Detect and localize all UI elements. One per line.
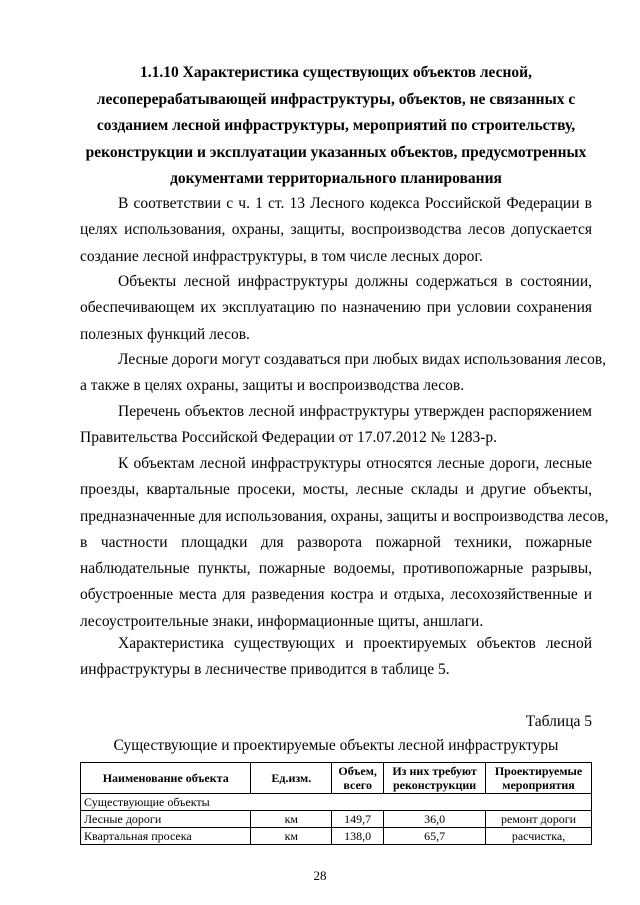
header-name: Наименование объекта xyxy=(81,763,251,794)
section-label: Существующие объекты xyxy=(81,794,592,811)
cell-name: Лесные дороги xyxy=(81,811,251,828)
paragraph-line: а также в целях охраны, защиты и воспроизводства лесов. xyxy=(80,377,465,395)
paragraph-6 xyxy=(80,631,592,684)
table-row xyxy=(81,811,592,828)
paragraph-3 xyxy=(80,347,607,400)
heading-line: реконструкции и эксплуатации указанных объектов, предусмотренных xyxy=(85,143,587,161)
paragraph-line: Объекты лесной инфраструктуры должны содержаться в состоянии, xyxy=(118,273,592,290)
page-number: 28 xyxy=(313,868,327,883)
cell-reconstruction: 36,0 xyxy=(384,811,486,828)
table-number: Таблица 5 xyxy=(525,713,592,730)
heading-line: лесоперерабатывающей инфраструктуры, объектов, не связанных с xyxy=(96,90,576,108)
paragraph-line: Лесные дороги могут создаваться при любых видах использования лесов, xyxy=(118,351,607,368)
cell-planned: расчистка, xyxy=(486,828,592,845)
cell-total: 138,0 xyxy=(332,828,384,845)
table-title: Существующие и проектируемые объекты лесной инфраструктуры xyxy=(113,737,559,754)
cell-planned: ремонт дороги xyxy=(486,811,592,828)
paragraph-line: инфраструктуры в лесничестве приводится в таблице 5. xyxy=(80,661,450,679)
cell-unit: км xyxy=(251,828,332,845)
cell-reconstruction: 65,7 xyxy=(384,828,486,845)
paragraph-line: Правительства Российской Федерации от 17.07.2012 № 1283-р. xyxy=(80,429,498,447)
paragraph-line: предназначенные для использования, охраны, защиты и воспроизводства лесов, xyxy=(80,507,609,525)
header-reconstruction: Из них требуют реконструкции xyxy=(384,763,486,794)
cell-total: 149,7 xyxy=(332,811,384,828)
heading-line: 1.1.10 Характеристика существующих объектов лесной, xyxy=(140,64,532,81)
paragraph-line: создание лесной инфраструктуры, в том числе лесных дорог. xyxy=(80,247,483,265)
paragraph-line: обустроенные места для разведения костра и отдыха, лесохозяйственные и xyxy=(80,586,592,604)
cell-unit: км xyxy=(251,811,332,828)
paragraph-line: целях использования, охраны, защиты, воспроизводства лесов допускается xyxy=(80,221,592,239)
header-planned: Проектируемые мероприятия xyxy=(486,763,592,794)
table-section-row xyxy=(81,794,592,811)
paragraph-line: наблюдательные пункты, пожарные водоемы, противопожарные разрывы, xyxy=(80,560,592,578)
heading-line: документами территориального планирования xyxy=(170,170,502,187)
paragraph-line: полезных функций лесов. xyxy=(80,325,250,343)
paragraph-4 xyxy=(80,399,592,452)
header-total: Объем, всего xyxy=(332,763,384,794)
paragraph-5 xyxy=(80,451,609,635)
paragraph-line: Перечень объектов лесной инфраструктуры утвержден распоряжением xyxy=(118,403,592,420)
heading-line: созданием лесной инфраструктуры, мероприятий по строительству, xyxy=(96,117,576,134)
table-header-row xyxy=(81,763,592,794)
cell-name: Квартальная просека xyxy=(81,828,251,845)
paragraph-line: проезды, квартальные просеки, мосты, лесные склады и другие объекты, xyxy=(80,481,592,499)
header-unit: Ед.изм. xyxy=(251,763,332,794)
infrastructure-table xyxy=(80,762,592,845)
paragraph-1 xyxy=(80,191,592,270)
table-row xyxy=(81,828,592,845)
paragraph-line: Характеристика существующих и проектируемых объектов лесной xyxy=(118,635,592,652)
paragraph-line: В соответствии с ч. 1 ст. 13 Лесного кодекса Российской Федерации в xyxy=(118,195,592,212)
paragraph-line: в частности площадки для разворота пожарной техники, пожарные xyxy=(80,533,592,551)
section-heading xyxy=(80,60,592,193)
paragraph-line: обеспечивающем их эксплуатацию по назначению при условии сохранения xyxy=(80,299,592,317)
paragraph-2 xyxy=(80,269,592,348)
paragraph-line: К объектам лесной инфраструктуры относятся лесные дороги, лесные xyxy=(118,455,592,472)
paragraph-line: лесоустроительные знаки, информационные щиты, аншлаги. xyxy=(80,612,484,630)
